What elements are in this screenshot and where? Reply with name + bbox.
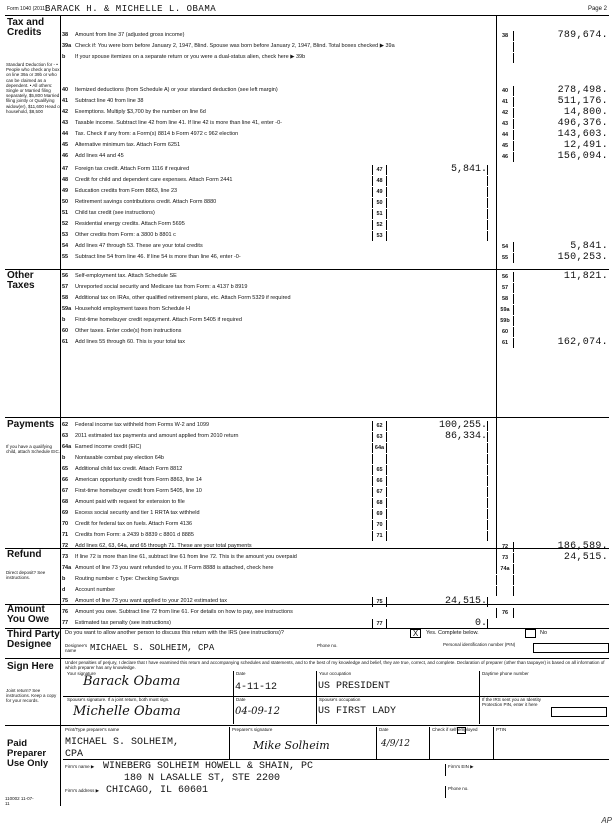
right-amount[interactable]: 5,841. xyxy=(570,241,608,252)
line-72-row xyxy=(60,542,609,552)
occupation1-label: Your occupation xyxy=(316,671,351,697)
line-38-row xyxy=(60,31,609,41)
line-description: First-time homebuyer credit from Form 5405, line 10 xyxy=(75,488,202,494)
mid-line-number: 51 xyxy=(372,209,387,219)
right-line-number: 58 xyxy=(496,294,514,304)
firm-ein-label: Firm's EIN ▶ xyxy=(445,764,474,776)
right-amount[interactable]: 278,498. xyxy=(557,85,608,96)
designee-pin-label: Personal identification number (PIN) xyxy=(443,642,516,647)
line-58-row xyxy=(60,294,609,304)
line-number: 38 xyxy=(62,32,69,38)
perjury-statement: Under penalties of perjury, I declare that I have examined this return and accompanying schedules and statements, and to the best of my knowledge and belief, they are true, correct, and complete. Declaration of preparer (other than taxpayer) is based on all information of which preparer has any knowledge. xyxy=(65,660,605,670)
line-description: Check if: You were born before January 2, 1947, Blind. Spouse was born before January 2, 1947, Blind. Total boxes checked ▶ 39a xyxy=(75,43,395,49)
line-number: b xyxy=(62,317,66,323)
mid-amount[interactable]: 0. xyxy=(388,619,488,629)
right-line-number: 57 xyxy=(496,283,514,293)
line-49-row xyxy=(60,187,609,197)
line-description: Add lines 47 through 53. These are your total credits xyxy=(75,243,203,249)
line-43-row xyxy=(60,119,609,129)
line-number: 44 xyxy=(62,131,69,137)
right-line-number: 45 xyxy=(496,141,514,151)
line-number: 67 xyxy=(62,488,69,494)
line-64a-row xyxy=(60,443,609,453)
mid-amount[interactable] xyxy=(388,476,488,486)
right-amount[interactable] xyxy=(516,564,608,574)
mid-line-number: 65 xyxy=(372,465,387,475)
occupation2: US FIRST LADY xyxy=(318,706,397,717)
line-77-row xyxy=(60,619,609,629)
line-description: Other taxes. Enter code(s) from instructions xyxy=(75,328,182,334)
designee-phone-label: Phone no. xyxy=(317,643,338,648)
line-number: 43 xyxy=(62,120,69,126)
line-description: Nontaxable combat pay election 64b xyxy=(75,455,164,461)
firm-name: WINEBERG SOLHEIM HOWELL & SHAIN, PC xyxy=(103,761,314,772)
mid-line-number: 47 xyxy=(372,165,387,175)
line-number: 45 xyxy=(62,142,69,148)
line-55-row xyxy=(60,253,609,263)
line-description: If your spouse itemizes on a separate return or you were a dual-status alien, check here ▶ 39b xyxy=(75,54,306,60)
line-40-row xyxy=(60,86,609,96)
line-number: 42 xyxy=(62,109,69,115)
line-description: First-time homebuyer credit repayment. Attach Form 5405 if required xyxy=(75,317,242,323)
mid-amount[interactable] xyxy=(388,465,488,475)
line-number: 74a xyxy=(62,565,72,571)
sign-block xyxy=(63,659,609,725)
line-number: b xyxy=(62,455,66,461)
taxpayer-name: BARACK H. & MICHELLE L. OBAMA xyxy=(45,4,217,14)
section-tax-credits: Tax and Credits xyxy=(7,17,45,38)
right-amount[interactable] xyxy=(516,608,608,618)
right-amount[interactable]: 186,589. xyxy=(557,541,608,552)
line-number: 70 xyxy=(62,521,69,527)
line-description: Alternative minimum tax. Attach Form 6251 xyxy=(75,142,181,148)
mid-line-number: 48 xyxy=(372,176,387,186)
designee-yes-checkbox[interactable]: X xyxy=(410,629,421,638)
right-amount[interactable] xyxy=(516,294,608,304)
photo-credit: AP xyxy=(601,816,612,825)
right-line-number: 59a xyxy=(496,305,514,315)
mid-amount[interactable]: 86,334. xyxy=(388,432,488,442)
line-number: 72 xyxy=(62,543,69,549)
mid-amount[interactable] xyxy=(388,498,488,508)
date2: 04-09-12 xyxy=(235,706,280,717)
line-59a-row xyxy=(60,305,609,315)
line-number: 65 xyxy=(62,466,69,472)
line-description: Add lines 55 through 60. This is your total tax xyxy=(75,339,185,345)
right-line-number xyxy=(496,575,514,585)
preparer-date: 4/9/12 xyxy=(381,739,410,749)
third-party-block xyxy=(63,630,609,658)
line-74a-row xyxy=(60,564,609,574)
mid-line-number: 71 xyxy=(372,531,387,541)
your-signature: Barack Obama xyxy=(83,674,181,689)
line-description: American opportunity credit from Form 8863, line 14 xyxy=(75,477,202,483)
mid-line-number xyxy=(372,454,387,464)
line-description: Excess social security and tier 1 RRTA tax withheld xyxy=(75,510,200,516)
right-amount[interactable] xyxy=(516,575,608,585)
line-number: 46 xyxy=(62,153,69,159)
line-75-row xyxy=(60,597,609,607)
line-number: 63 xyxy=(62,433,69,439)
line-description: Amount of line 73 you want applied to your 2012 estimated tax xyxy=(75,598,227,604)
line-number: 51 xyxy=(62,210,69,216)
right-amount[interactable] xyxy=(516,42,608,52)
right-line-number: 72 xyxy=(496,542,514,552)
section-sign-here: Sign Here xyxy=(7,661,54,672)
line-number: 39a xyxy=(62,43,72,49)
mid-line-number: 69 xyxy=(372,509,387,519)
right-amount[interactable] xyxy=(516,53,608,63)
identity-pin-note: If the IRS sent you an Identity Protection PIN, enter it here xyxy=(479,697,549,724)
line-number: 64a xyxy=(62,444,72,450)
occupation2-label: Spouse's occupation xyxy=(316,697,360,724)
mid-amount[interactable] xyxy=(388,231,488,241)
occupation1: US PRESIDENT xyxy=(318,681,391,692)
right-amount[interactable] xyxy=(516,305,608,315)
line-b-row xyxy=(60,454,609,464)
mid-line-number: 75 xyxy=(372,597,387,607)
line-68-row xyxy=(60,498,609,508)
section-refund: Refund xyxy=(7,549,42,560)
firm-phone-label: Phone no. xyxy=(445,786,469,798)
form-id: Form 1040 (2011) xyxy=(7,6,47,12)
line-description: Additional tax on IRAs, other qualified retirement plans, etc. Attach Form 5329 if required xyxy=(75,295,291,301)
right-amount[interactable] xyxy=(516,283,608,293)
right-line-number: 54 xyxy=(496,242,514,252)
line-number: 55 xyxy=(62,254,69,260)
spouse-signature-label: Spouse's signature. If a joint return, both must sign. xyxy=(67,697,170,702)
line-44-row xyxy=(60,130,609,140)
firm-address-label: Firm's address ▶ xyxy=(65,788,100,793)
line-48-row xyxy=(60,176,609,186)
designee-pin-input[interactable] xyxy=(533,643,609,653)
line-number: 48 xyxy=(62,177,69,183)
line-description: Credits from Form: a 2439 b 8839 c 8801 d 8885 xyxy=(75,532,194,538)
right-amount[interactable]: 12,491. xyxy=(563,140,608,151)
ptin-label: PTIN xyxy=(493,727,506,759)
right-amount[interactable] xyxy=(516,586,608,596)
line-number: 49 xyxy=(62,188,69,194)
identity-pin-input[interactable] xyxy=(551,707,607,717)
line-description: Amount paid with request for extension to file xyxy=(75,499,185,505)
line-description: Federal income tax withheld from Forms W-2 and 1099 xyxy=(75,422,210,428)
right-line-number: 55 xyxy=(496,253,514,263)
self-employed-label: Check if self-employed xyxy=(429,727,484,759)
line-62-row xyxy=(60,421,609,431)
line-b-row xyxy=(60,53,609,63)
line-65-row xyxy=(60,465,609,475)
line-description: Add lines 44 and 45 xyxy=(75,153,124,159)
firm-name-label: Firm's name ▶ xyxy=(65,764,95,769)
line-number: 52 xyxy=(62,221,69,227)
line-number: 62 xyxy=(62,422,69,428)
line-number: 66 xyxy=(62,477,69,483)
line-60-row xyxy=(60,327,609,337)
line-number: 50 xyxy=(62,199,69,205)
right-line-number: 42 xyxy=(496,108,514,118)
line-number: 41 xyxy=(62,98,69,104)
direct-deposit-note: Direct deposit? See instructions. xyxy=(6,570,46,581)
mid-line-number: 66 xyxy=(372,476,387,486)
section-third-party-designee: Third Party Designee xyxy=(7,629,60,650)
form-header xyxy=(5,4,609,16)
divider xyxy=(63,759,609,760)
date1: 4-11-12 xyxy=(235,682,278,693)
line-number: 77 xyxy=(62,620,69,626)
line-61-row xyxy=(60,338,609,348)
right-amount[interactable] xyxy=(516,316,608,326)
right-line-number: 38 xyxy=(496,31,514,41)
line-39a-row xyxy=(60,42,609,52)
line-67-row xyxy=(60,487,609,497)
preparer-name: MICHAEL S. SOLHEIM, xyxy=(65,737,180,748)
preparer-block xyxy=(63,726,609,808)
line-description: Amount you owe. Subtract line 72 from line 61. For details on how to pay, see instructions xyxy=(75,609,293,615)
line-52-row xyxy=(60,220,609,230)
preparer-name-label: Print/Type preparer's name xyxy=(65,727,120,732)
line-66-row xyxy=(60,476,609,486)
sign-note: Joint return? See instructions. Keep a copy for your records. xyxy=(6,688,57,704)
line-description: Tax. Check if any from: a Form(s) 8814 b Form 4972 c 962 election xyxy=(75,131,239,137)
line-50-row xyxy=(60,198,609,208)
line-description: Routing number c Type: Checking Savings xyxy=(75,576,179,582)
mid-line-number: 53 xyxy=(372,231,387,241)
mid-amount[interactable] xyxy=(388,187,488,197)
line-number: 56 xyxy=(62,273,69,279)
mid-line-number: 77 xyxy=(372,619,387,629)
mid-amount[interactable] xyxy=(388,509,488,519)
line-description: If line 72 is more than line 61, subtract line 61 from line 72. This is the amount you overpaid xyxy=(75,554,297,560)
right-amount[interactable]: 511,176. xyxy=(557,96,608,107)
right-amount[interactable]: 150,253. xyxy=(557,252,608,263)
designee-yes-label: Yes. Complete below. xyxy=(426,630,479,636)
preparer-date-label: Date xyxy=(376,727,389,759)
divider xyxy=(5,269,609,270)
mid-amount[interactable] xyxy=(388,454,488,464)
line-description: Estimated tax penalty (see instructions) xyxy=(75,620,171,626)
line-description: Amount of line 73 you want refunded to you. If Form 8888 is attached, check here xyxy=(75,565,274,571)
line-description: 2011 estimated tax payments and amount applied from 2010 return xyxy=(75,433,239,439)
right-line-number: 46 xyxy=(496,152,514,162)
line-number: 59a xyxy=(62,306,72,312)
line-number: 40 xyxy=(62,87,69,93)
line-b-row xyxy=(60,575,609,585)
mid-line-number: 64a xyxy=(372,443,387,453)
line-description: Itemized deductions (from Schedule A) or your standard deduction (see left margin) xyxy=(75,87,278,93)
mid-amount[interactable]: 100,255. xyxy=(388,421,488,431)
line-51-row xyxy=(60,209,609,219)
section-other-taxes: Other Taxes xyxy=(7,270,35,291)
mid-amount[interactable] xyxy=(388,198,488,208)
right-line-number: 41 xyxy=(496,97,514,107)
line-number: 71 xyxy=(62,532,69,538)
line-d-row xyxy=(60,586,609,596)
preparer-signature-label: Preparer's signature xyxy=(229,727,272,759)
line-description: Unreported social security and Medicare tax from Form: a 4137 b 8919 xyxy=(75,284,248,290)
mid-amount[interactable] xyxy=(388,176,488,186)
line-number: d xyxy=(62,587,66,593)
designee-no-label: No xyxy=(540,630,548,636)
mid-amount[interactable] xyxy=(388,220,488,230)
line-description: Credit for child and dependent care expenses. Attach Form 2441 xyxy=(75,177,233,183)
line-76-row xyxy=(60,608,609,618)
divider xyxy=(5,417,609,418)
mid-line-number: 50 xyxy=(372,198,387,208)
line-53-row xyxy=(60,231,609,241)
line-description: Self-employment tax. Attach Schedule SE xyxy=(75,273,177,279)
line-number: b xyxy=(62,576,66,582)
line-56-row xyxy=(60,272,609,282)
line-description: Earned income credit (EIC) xyxy=(75,444,142,450)
line-number: 61 xyxy=(62,339,69,345)
line-69-row xyxy=(60,509,609,519)
line-description: Additional child tax credit. Attach Form 8812 xyxy=(75,466,183,472)
line-number: b xyxy=(62,54,66,60)
spouse-signature: Michelle Obama xyxy=(73,704,181,719)
line-description: Retirement savings contributions credit. Attach Form 8880 xyxy=(75,199,217,205)
line-46-row xyxy=(60,152,609,162)
line-57-row xyxy=(60,283,609,293)
designee-name-label: Designee's name xyxy=(65,643,88,653)
line-63-row xyxy=(60,432,609,442)
section-payments: Payments xyxy=(7,419,55,430)
right-line-number: 74a xyxy=(496,564,514,574)
right-amount[interactable]: 789,674. xyxy=(557,30,608,41)
standard-deduction-note: Standard Deduction for - • People who check any box on line 39a or 39b or who can be claimed as a dependent. • All others: Single or Married filing separately, $5,800 Married filing jointly or Qualifying widow(er), $11,600 Head of household, $8,500 xyxy=(6,62,61,114)
right-amount[interactable]: 496,376. xyxy=(557,118,608,129)
right-line-number xyxy=(496,53,514,63)
right-line-number: 73 xyxy=(496,553,514,563)
form-1040-page-2 xyxy=(5,4,609,818)
line-description: Subtract line 40 from line 38 xyxy=(75,98,144,104)
right-line-number xyxy=(496,586,514,596)
preparer-signature: Mike Solheim xyxy=(253,739,330,752)
line-number: 47 xyxy=(62,166,69,172)
line-description: Taxable income. Subtract line 42 from line 41. If line 42 is more than line 41, enter -0- xyxy=(75,120,282,126)
right-amount[interactable]: 156,094. xyxy=(557,151,608,162)
line-number: 54 xyxy=(62,243,69,249)
line-71-row xyxy=(60,531,609,541)
line-number: 73 xyxy=(62,554,69,560)
mid-line-number: 70 xyxy=(372,520,387,530)
right-line-number: 40 xyxy=(496,86,514,96)
right-amount[interactable] xyxy=(516,327,608,337)
line-41-row xyxy=(60,97,609,107)
line-description: Add lines 62, 63, 64a, and 65 through 71. These are your total payments xyxy=(75,543,252,549)
line-54-row xyxy=(60,242,609,252)
self-employed-checkbox[interactable] xyxy=(457,727,466,734)
line-number: 76 xyxy=(62,609,69,615)
line-description: Education credits from Form 8863, line 23 xyxy=(75,188,178,194)
section-amount-you-owe: Amount You Owe xyxy=(7,604,50,625)
form-code: 110002 11-07-11 xyxy=(5,796,34,806)
right-amount[interactable]: 24,515. xyxy=(563,552,608,563)
line-number: 58 xyxy=(62,295,69,301)
line-number: 57 xyxy=(62,284,69,290)
line-73-row xyxy=(60,553,609,563)
mid-line-number: 63 xyxy=(372,432,387,442)
line-description: Exemptions. Multiply $3,700 by the number on line 6d xyxy=(75,109,206,115)
mid-amount[interactable] xyxy=(388,487,488,497)
right-line-number: 43 xyxy=(496,119,514,129)
right-line-number: 59b xyxy=(496,316,514,326)
line-70-row xyxy=(60,520,609,530)
right-line-number: 56 xyxy=(496,272,514,282)
line-number: 75 xyxy=(62,598,69,604)
right-amount[interactable]: 143,603. xyxy=(557,129,608,140)
line-number: 53 xyxy=(62,232,69,238)
date1-label: Date xyxy=(233,671,246,697)
mid-line-number: 62 xyxy=(372,421,387,431)
right-line-number xyxy=(496,42,514,52)
mid-line-number: 52 xyxy=(372,220,387,230)
line-47-row xyxy=(60,165,609,175)
your-signature-label: Your signature xyxy=(67,671,96,676)
mid-line-number: 49 xyxy=(372,187,387,197)
line-number: 60 xyxy=(62,328,69,334)
section-paid-preparer: Paid Preparer Use Only xyxy=(7,738,49,769)
line-description: Household employment taxes from Schedule H xyxy=(75,306,190,312)
date2-label: Date xyxy=(233,697,246,724)
line-description: Account number xyxy=(75,587,116,593)
mid-line-number: 67 xyxy=(372,487,387,497)
right-line-number: 44 xyxy=(496,130,514,140)
designee-no-checkbox[interactable] xyxy=(525,629,536,638)
designee-name: MICHAEL S. SOLHEIM, CPA xyxy=(90,643,215,653)
firm-address-line2: CHICAGO, IL 60601 xyxy=(106,785,209,796)
right-amount[interactable]: 14,800. xyxy=(563,107,608,118)
right-amount[interactable]: 162,074. xyxy=(557,337,608,348)
mid-amount[interactable]: 5,841. xyxy=(388,165,488,175)
mid-amount[interactable] xyxy=(388,520,488,530)
line-42-row xyxy=(60,108,609,118)
mid-amount[interactable] xyxy=(388,531,488,541)
firm-address-line1: 180 N LASALLE ST, STE 2200 xyxy=(124,773,281,784)
line-description: Other credits from Form: a 3800 b 8801 c xyxy=(75,232,176,238)
mid-line-number: 68 xyxy=(372,498,387,508)
line-description: Foreign tax credit. Attach Form 1116 if required xyxy=(75,166,190,172)
line-description: Subtract line 54 from line 46. If line 54 is more than line 46, enter -0- xyxy=(75,254,241,260)
line-number: 68 xyxy=(62,499,69,505)
line-number: 69 xyxy=(62,510,69,516)
qualifying-child-note: If you have a qualifying child, attach Schedule EIC. xyxy=(6,444,61,455)
right-line-number: 60 xyxy=(496,327,514,337)
mid-amount[interactable] xyxy=(388,209,488,219)
line-description: Child tax credit (see instructions) xyxy=(75,210,155,216)
line-description: Amount from line 37 (adjusted gross income) xyxy=(75,32,185,38)
page-number: Page 2 xyxy=(587,6,607,12)
line-45-row xyxy=(60,141,609,151)
mid-amount[interactable] xyxy=(388,443,488,453)
line-b-row xyxy=(60,316,609,326)
mid-amount[interactable]: 24,515. xyxy=(388,597,488,607)
right-line-number: 61 xyxy=(496,338,514,348)
line-description: Residential energy credits. Attach Form 5695 xyxy=(75,221,185,227)
daytime-phone-label: Daytime phone number xyxy=(479,671,529,697)
right-amount[interactable]: 11,821. xyxy=(563,271,608,282)
right-line-number: 76 xyxy=(496,608,514,618)
preparer-name-line2: CPA xyxy=(65,749,84,760)
line-description: Credit for federal tax on fuels. Attach Form 4136 xyxy=(75,521,193,527)
designee-question: Do you want to allow another person to discuss this return with the IRS (see instructions)? xyxy=(65,630,284,636)
